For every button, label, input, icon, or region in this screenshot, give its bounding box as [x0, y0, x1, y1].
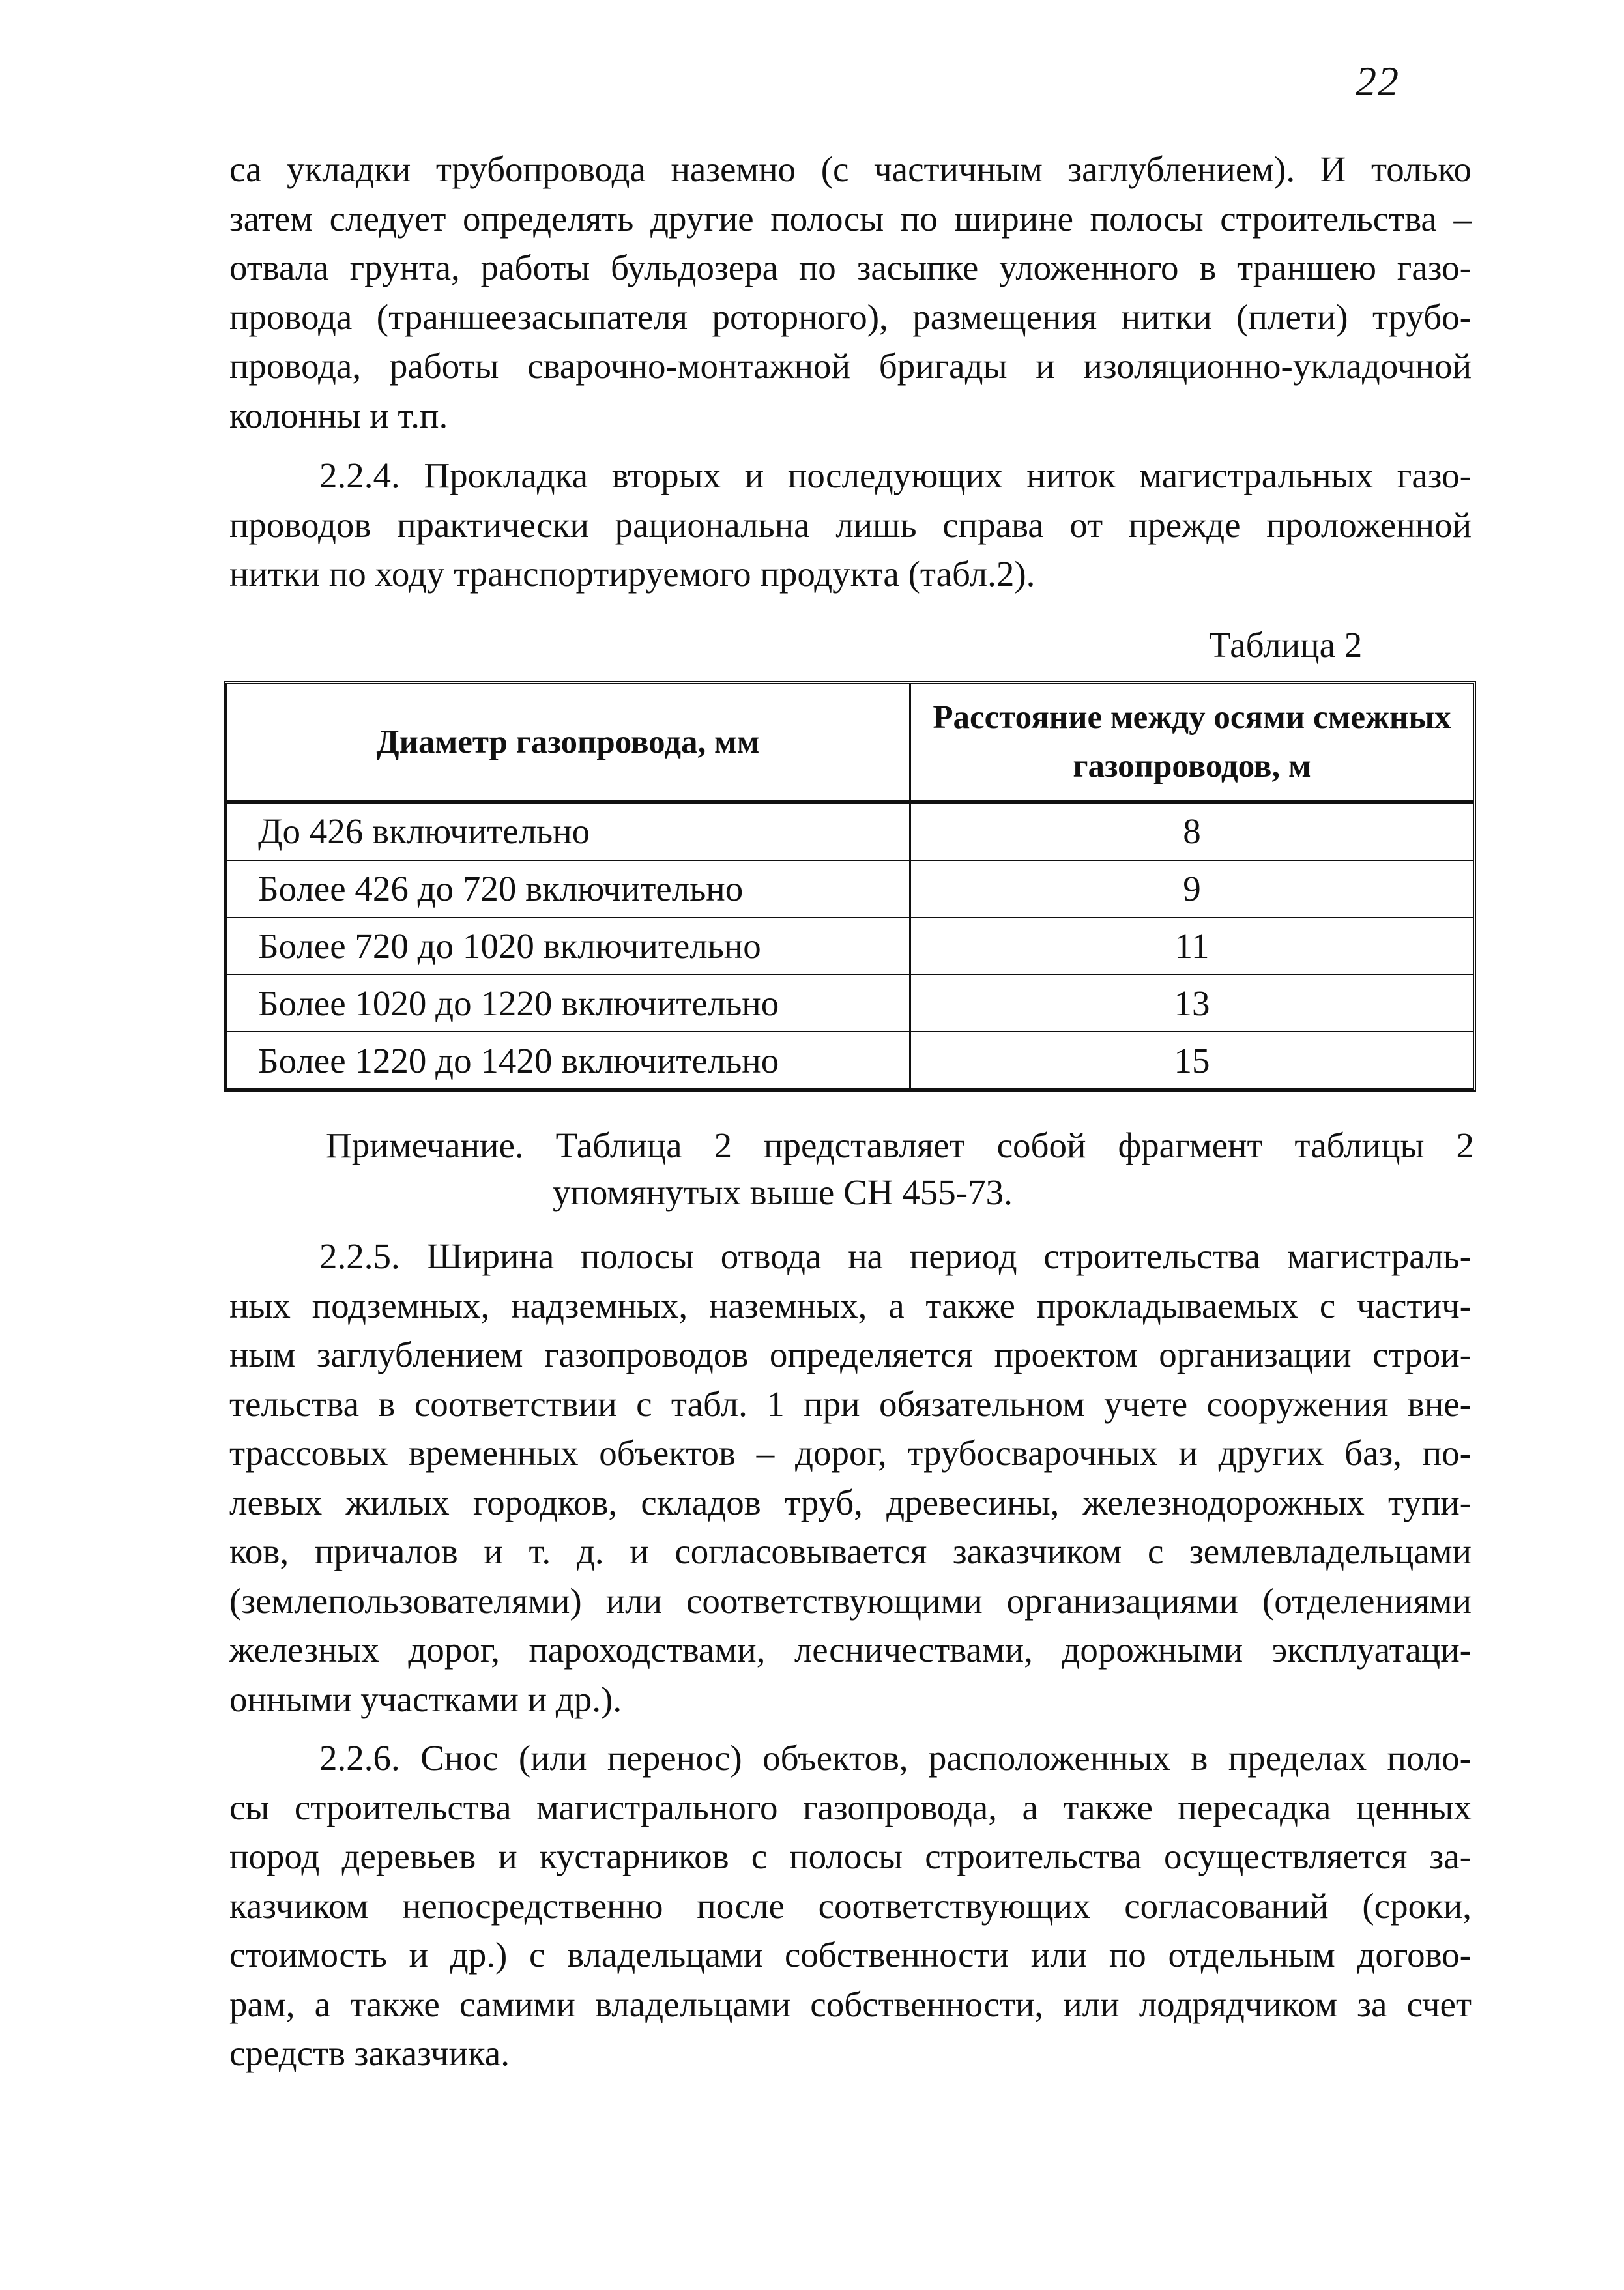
cell-distance: 8 [910, 802, 1473, 860]
cell-distance: 11 [910, 918, 1473, 975]
text-line: казчиком непосредственно после соответствующих согласований (сроки, [229, 1885, 1472, 1926]
note-line: упомянутых выше СН 455-73. [553, 1172, 1013, 1212]
text-line: провода, работы сварочно-монтажной бригады и изоляционно-укладочной [229, 346, 1472, 386]
table-row [227, 974, 1473, 1032]
data-table [227, 684, 1473, 1088]
page-number: 22 [1356, 58, 1400, 104]
table-2 [224, 681, 1476, 1092]
table-row [227, 918, 1473, 975]
text-line: стоимость и др.) с владельцами собственности или по отдельным догово- [229, 1935, 1472, 1975]
header-diameter: Диаметр газопровода, мм [227, 684, 910, 802]
text-line: нитки по ходу транспортируемого продукта (табл.2). [229, 554, 1036, 594]
text-line: железных дорог, пароходствами, лесничествами, дорожными эксплуатаци- [229, 1630, 1472, 1670]
table-header-row [227, 684, 1473, 802]
text-line: пород деревьев и кустарников с полосы строительства осуществляется за- [229, 1836, 1472, 1876]
cell-diameter: Более 1220 до 1420 включительно [227, 1032, 910, 1088]
text-line: ным заглублением газопроводов определяется проектом организации строи- [229, 1335, 1472, 1374]
text-line: левых жилых городков, складов труб, древесины, железнодорожных тупи- [229, 1482, 1472, 1522]
text-line: провода (траншеезасыпателя роторного), размещения нитки (плети) трубо- [229, 297, 1472, 337]
cell-distance: 13 [910, 974, 1473, 1032]
text-line: рам, а также самими владельцами собственности, или лодрядчиком за счет [229, 1984, 1472, 2024]
cell-diameter: До 426 включительно [227, 802, 910, 860]
paragraph-2-2-5 [229, 1232, 1472, 1724]
table-row [227, 1032, 1473, 1088]
cell-diameter: Более 1020 до 1220 включительно [227, 974, 910, 1032]
paragraph-2-2-6 [229, 1733, 1472, 2078]
text-line: отвала грунта, работы бульдозера по засыпке уложенного в траншею газо- [229, 248, 1472, 287]
text-line: тельства в соответствии с табл. 1 при обязательном учете сооружения вне- [229, 1384, 1472, 1424]
text-line: колонны и т.п. [229, 395, 448, 435]
text-line: трассовых временных объектов – дорог, трубосварочных и других баз, по- [229, 1433, 1472, 1473]
text-line: затем следует определять другие полосы по ширине полосы строительства – [229, 198, 1472, 239]
table-row [227, 802, 1473, 860]
paragraph-2-2-4 [229, 451, 1472, 599]
text-line: средств заказчика. [229, 2033, 510, 2073]
text-line: ков, причалов и т. д. и согласовывается заказчиком с землевладельцами [229, 1531, 1472, 1571]
cell-distance: 9 [910, 860, 1473, 918]
text-line: 2.2.5. Ширина полосы отвода на период строительства магистраль- [319, 1236, 1472, 1276]
text-line: онными участками и др.). [229, 1679, 622, 1719]
text-line: сы строительства магистрального газопровода, а также пересадка ценных [229, 1787, 1472, 1827]
text-line: са укладки трубопровода наземно (с частичным заглублением). И только [229, 149, 1472, 189]
cell-diameter: Более 426 до 720 включительно [227, 860, 910, 918]
table-caption: Таблица 2 [1209, 625, 1363, 665]
table-note [326, 1122, 1474, 1216]
note-line: Примечание. Таблица 2 представляет собой фрагмент таблицы 2 [326, 1125, 1474, 1165]
text-line: 2.2.6. Снос (или перенос) объектов, расположенных в пределах поло- [319, 1738, 1472, 1778]
header-distance: Расстояние между осями смежных газопроводов, м [910, 684, 1473, 802]
cell-distance: 15 [910, 1032, 1473, 1088]
table-row [227, 860, 1473, 918]
text-line: ных подземных, надземных, наземных, а также прокладываемых с частич- [229, 1285, 1472, 1326]
intro-paragraph [229, 145, 1472, 440]
text-line: 2.2.4. Прокладка вторых и последующих ниток магистральных газо- [319, 456, 1472, 495]
text-line: (землепользователями) или соответствующими организациями (отделениями [229, 1580, 1472, 1621]
text-line: проводов практически рациональна лишь справа от прежде проложенной [229, 504, 1472, 545]
cell-diameter: Более 720 до 1020 включительно [227, 918, 910, 975]
